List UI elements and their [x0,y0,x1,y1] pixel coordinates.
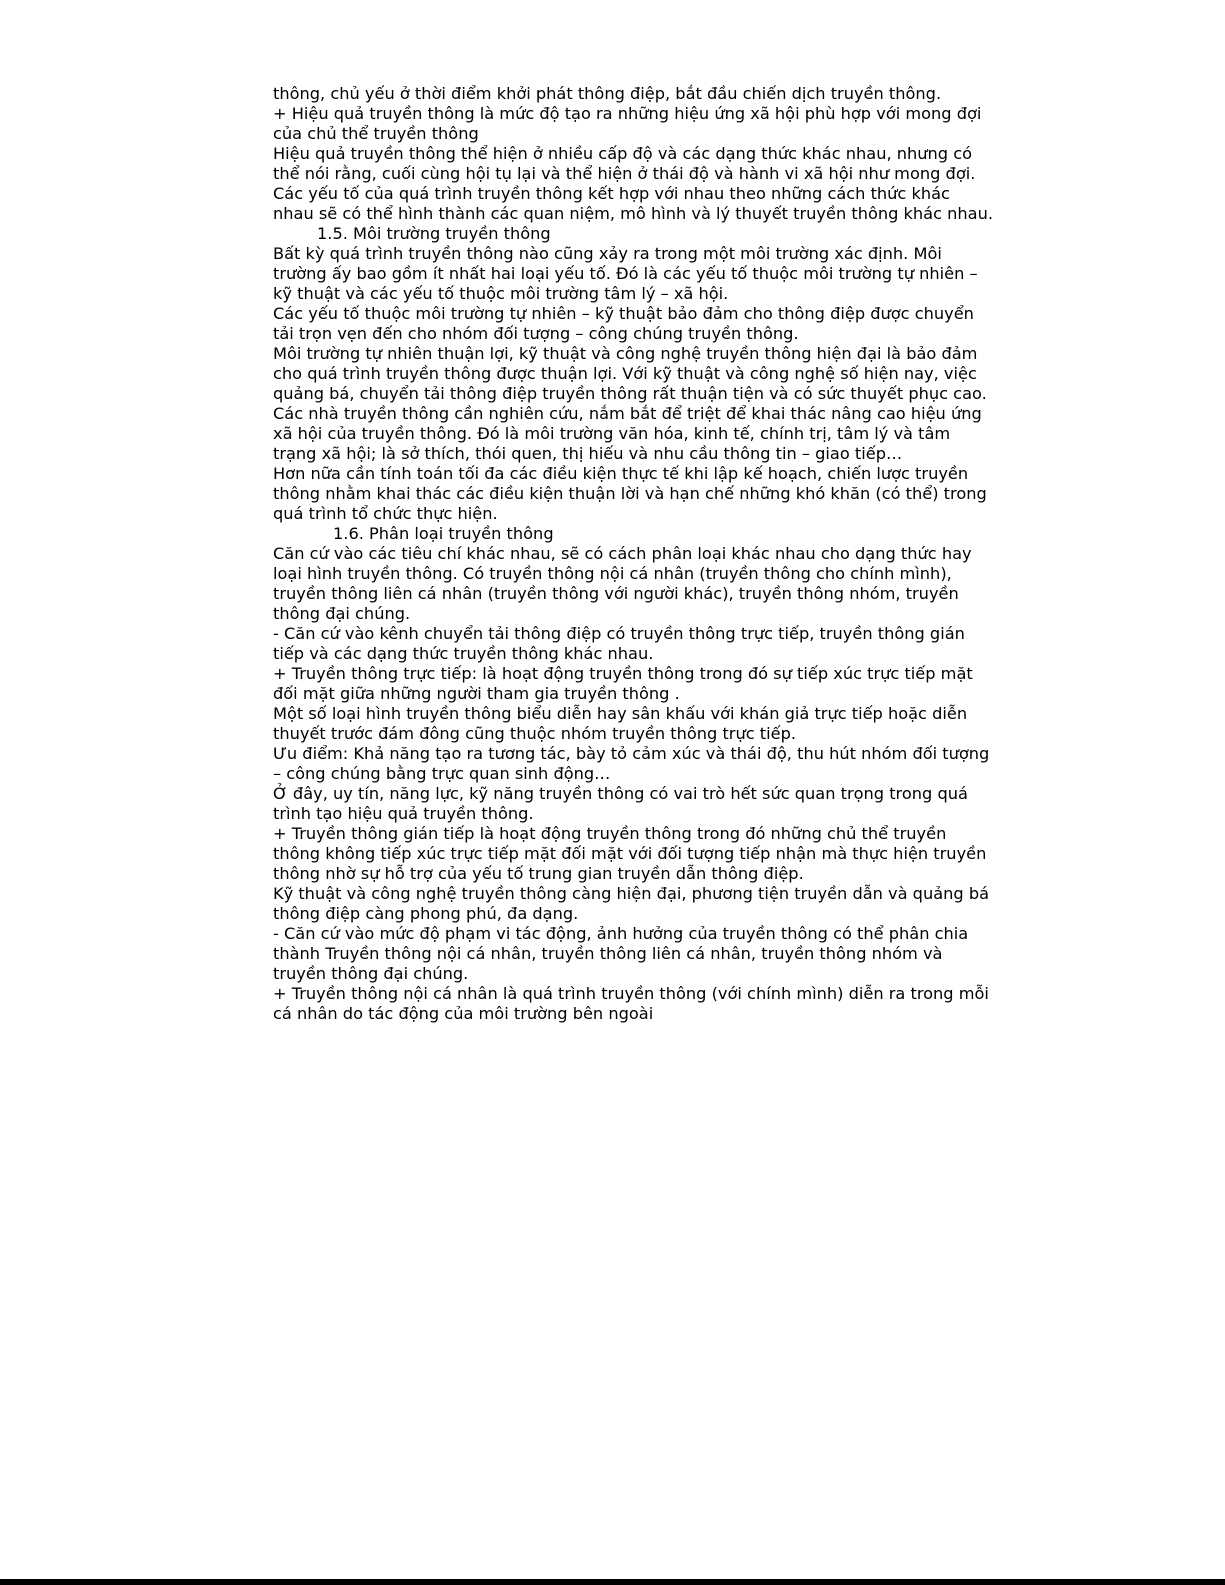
paragraph: - Căn cứ vào mức độ phạm vi tác động, ảnh hưởng của truyền thông có thể phân chia thành Truyền thông nội cá nhân, truyền thông liên cá nhân, truyền thông nhóm và truyền thông đại chúng. [273,924,969,983]
paragraph: + Truyền thông nội cá nhân là quá trình truyền thông (với chính mình) diễn ra trong mỗi cá nhân do tác động của môi trường bên ngoài [273,984,989,1023]
section-heading-1-5: 1.5. Môi trường truyền thông [317,224,551,243]
paragraph: Ưu điểm: Khả năng tạo ra tương tác, bày tỏ cảm xúc và thái độ, thu hút nhóm đối tượng – công chúng bằng trực quan sinh động… [273,744,990,783]
section-heading-1-6: 1.6. Phân loại truyền thông [333,524,554,543]
paragraph: thông, chủ yếu ở thời điểm khởi phát thông điệp, bắt đầu chiến dịch truyền thông. [273,84,942,103]
paragraph: Bất kỳ quá trình truyền thông nào cũng xảy ra trong một môi trường xác định. Môi trường ấy bao gồm ít nhất hai loại yếu tố. Đó là các yếu tố thuộc môi trường tự nhiên – kỹ thuật và các yếu tố thuộc môi trường tâm lý – xã hội. [273,244,978,303]
document-page [273,84,993,1024]
paragraph: - Căn cứ vào kênh chuyển tải thông điệp có truyền thông trực tiếp, truyền thông gián tiếp và các dạng thức truyền thông khác nhau. [273,624,965,663]
paragraph: Một số loại hình truyền thông biểu diễn hay sân khấu với khán giả trực tiếp hoặc diễn thuyết trước đám đông cũng thuộc nhóm truyền thông trực tiếp. [273,704,968,743]
paragraph: Môi trường tự nhiên thuận lợi, kỹ thuật và công nghệ truyền thông hiện đại là bảo đảm cho quá trình truyền thông được thuận lợi. Với kỹ thuật và công nghệ số hiện nay, việc quảng bá, chuyển tải thông điệp truyền thông rất thuận tiện và có sức thuyết phục cao. [273,344,987,403]
paragraph: Hiệu quả truyền thông thể hiện ở nhiều cấp độ và các dạng thức khác nhau, nhưng có thể nói rằng, cuối cùng hội tụ lại và thể hiện ở thái độ và hành vi xã hội như mong đợi. [273,144,976,183]
paragraph: Ở đây, uy tín, năng lực, kỹ năng truyền thông có vai trò hết sức quan trọng trong quá trình tạo hiệu quả truyền thông. [273,784,968,823]
paragraph: Kỹ thuật và công nghệ truyền thông càng hiện đại, phương tiện truyền dẫn và quảng bá thông điệp càng phong phú, đa dạng. [273,884,990,923]
paragraph: Các nhà truyền thông cần nghiên cứu, nắm bắt để triệt để khai thác nâng cao hiệu ứng xã hội của truyền thông. Đó là môi trường văn hóa, kinh tế, chính trị, tâm lý và tâm trạng xã hội; là sở thích, thói quen, thị hiếu và nhu cầu thông tin – giao tiếp… [273,404,982,463]
paragraph: + Truyền thông trực tiếp: là hoạt động truyền thông trong đó sự tiếp xúc trực tiếp mặt đối mặt giữa những người tham gia truyền thông . [273,664,973,703]
paragraph: Các yếu tố thuộc môi trường tự nhiên – kỹ thuật bảo đảm cho thông điệp được chuyển tải trọn vẹn đến cho nhóm đối tượng – công chúng truyền thông. [273,304,974,343]
paragraph: Căn cứ vào các tiêu chí khác nhau, sẽ có cách phân loại khác nhau cho dạng thức hay loại hình truyền thông. Có truyền thông nội cá nhân (truyền thông cho chính mình), truyền thông liên cá nhân (truyền thông với người khác), truyền thông nhóm, truyền thông đại chúng. [273,544,972,623]
paragraph: Các yếu tố của quá trình truyền thông kết hợp với nhau theo những cách thức khác nhau sẽ có thể hình thành các quan niệm, mô hình và lý thuyết truyền thông khác nhau. [273,184,993,223]
paragraph: Hơn nữa cần tính toán tối đa các điều kiện thực tế khi lập kế hoạch, chiến lược truyền thông nhằm khai thác các điều kiện thuận lời và hạn chế những khó khăn (có thể) trong quá trình tổ chức thực hiện. [273,464,987,523]
paragraph: + Truyền thông gián tiếp là hoạt động truyền thông trong đó những chủ thể truyền thông không tiếp xúc trực tiếp mặt đối mặt với đối tượng tiếp nhận mà thực hiện truyền thông nhờ sự hỗ trợ của yếu tố trung gian truyền dẫn thông điệp. [273,824,987,883]
page-bottom-border [0,1579,1225,1585]
paragraph: + Hiệu quả truyền thông là mức độ tạo ra những hiệu ứng xã hội phù hợp với mong đợi của chủ thể truyền thông [273,104,982,143]
